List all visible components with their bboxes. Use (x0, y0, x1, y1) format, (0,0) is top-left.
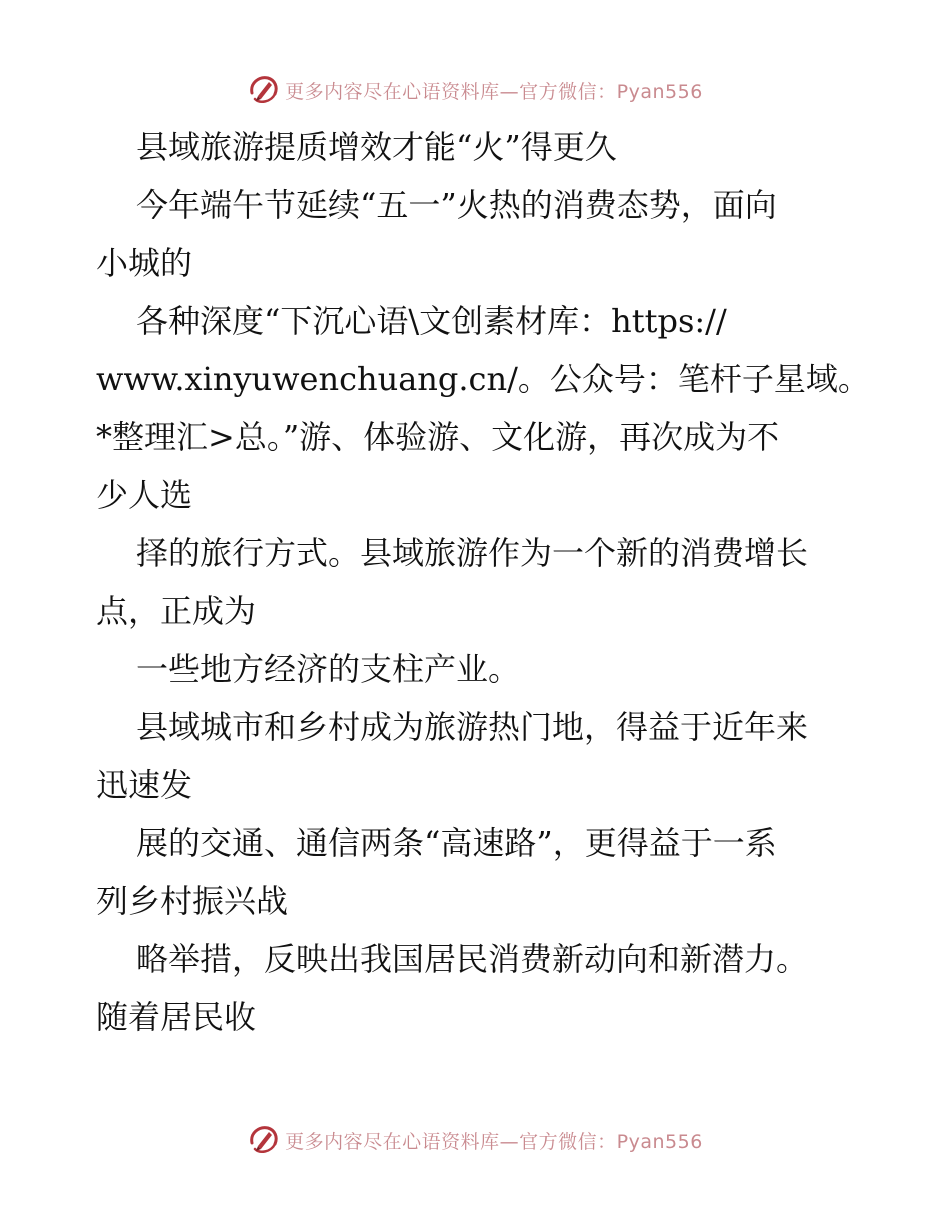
doc-line: 择的旅行方式。县域旅游作为一个新的消费增长 (136, 534, 809, 572)
footer-banner (0, 1120, 950, 1160)
header-banner-text: 更多内容尽在心语资料库—官方微信：Pyan556 (285, 80, 703, 103)
doc-line: 县域城市和乡村成为旅游热门地，得益于近年来 (136, 708, 809, 746)
pen-swirl-logo-icon (247, 73, 281, 107)
doc-line: *整理汇>总。”游、体验游、文化游，再次成为不 (96, 418, 780, 456)
doc-line: 县域旅游提质增效才能“火”得更久 (136, 128, 617, 166)
doc-line: 略举措，反映出我国居民消费新动向和新潜力。 (136, 940, 809, 978)
document-body (96, 118, 870, 1046)
doc-line: 今年端午节延续“五一”火热的消费态势，面向 (136, 186, 777, 224)
doc-line: 展的交通、通信两条“高速路”，更得益于一系 (136, 824, 777, 862)
doc-line: 少人选 (96, 476, 193, 514)
doc-line: 点，正成为 (96, 592, 257, 630)
pen-swirl-logo-icon (247, 1123, 281, 1157)
doc-line: 随着居民收 (96, 998, 257, 1036)
doc-line: 列乡村振兴战 (96, 882, 289, 920)
footer-banner-text: 更多内容尽在心语资料库—官方微信：Pyan556 (285, 1130, 703, 1153)
doc-line: 各种深度“下沉心语\文创素材库：https:// (136, 302, 727, 340)
header-banner (0, 70, 950, 110)
doc-line: www.xinyuwenchuang.cn/。公众号：笔杆子星域。 (96, 360, 870, 398)
doc-line: 小城的 (96, 244, 193, 282)
doc-line: 迅速发 (96, 766, 193, 804)
doc-line: 一些地方经济的支柱产业。 (136, 650, 521, 688)
